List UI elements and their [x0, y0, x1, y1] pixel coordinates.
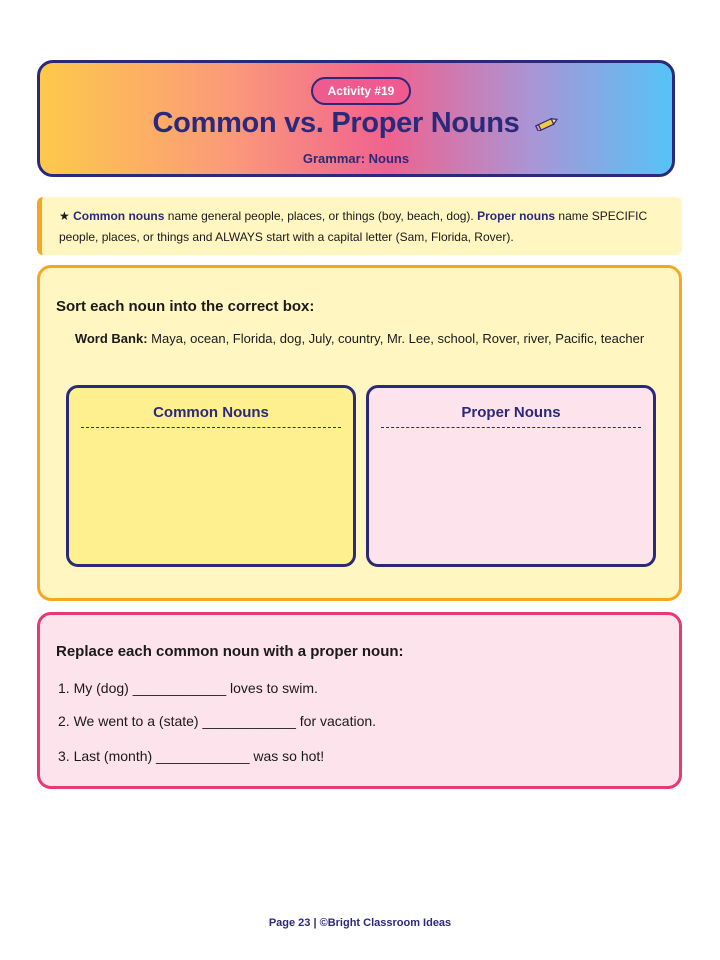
definition-box: [37, 197, 682, 255]
activity-header: [37, 60, 675, 177]
replace-section: [37, 612, 682, 789]
proper-nouns-definition: name SPECIFIC people, places, or things and ALWAYS start with a capital letter (Sam, Florida, Rover).: [59, 209, 648, 244]
proper-nouns-box-title: Proper Nouns: [381, 404, 641, 428]
page-title-text: Common vs. Proper Nouns: [152, 107, 520, 139]
word-bank-label: Word Bank:: [74, 331, 148, 346]
pencil-icon: [535, 117, 559, 131]
common-nouns-box[interactable]: [66, 385, 356, 567]
proper-nouns-box[interactable]: [366, 385, 656, 567]
sort-heading: Sort each noun into the correct box:: [56, 298, 315, 315]
common-nouns-definition: name general people, places, or things (boy, beach, dog).: [164, 209, 478, 223]
question-item[interactable]: 3. Last (month) ____________ was so hot!: [58, 748, 325, 764]
word-bank-words: Maya, ocean, Florida, dog, July, country, Mr. Lee, school, Rover, river, Pacific, teacher: [147, 331, 645, 346]
page-subtitle: Grammar: Nouns: [302, 151, 410, 166]
replace-heading: Replace each common noun with a proper noun:: [56, 643, 404, 660]
star-icon: ★: [59, 209, 70, 223]
page-footer: Page 23 | ©Bright Classroom Ideas: [268, 917, 452, 929]
proper-nouns-term: Proper nouns: [477, 209, 556, 223]
common-nouns-term: Common nouns: [73, 209, 165, 223]
sort-section: [37, 265, 682, 601]
page-title: [40, 107, 672, 140]
common-nouns-box-title: Common Nouns: [81, 404, 341, 428]
activity-badge: Activity #19: [311, 77, 411, 105]
word-bank: [62, 328, 657, 350]
question-item[interactable]: 2. We went to a (state) ____________ for vacation.: [58, 713, 377, 729]
question-item[interactable]: 1. My (dog) ____________ loves to swim.: [58, 680, 318, 696]
